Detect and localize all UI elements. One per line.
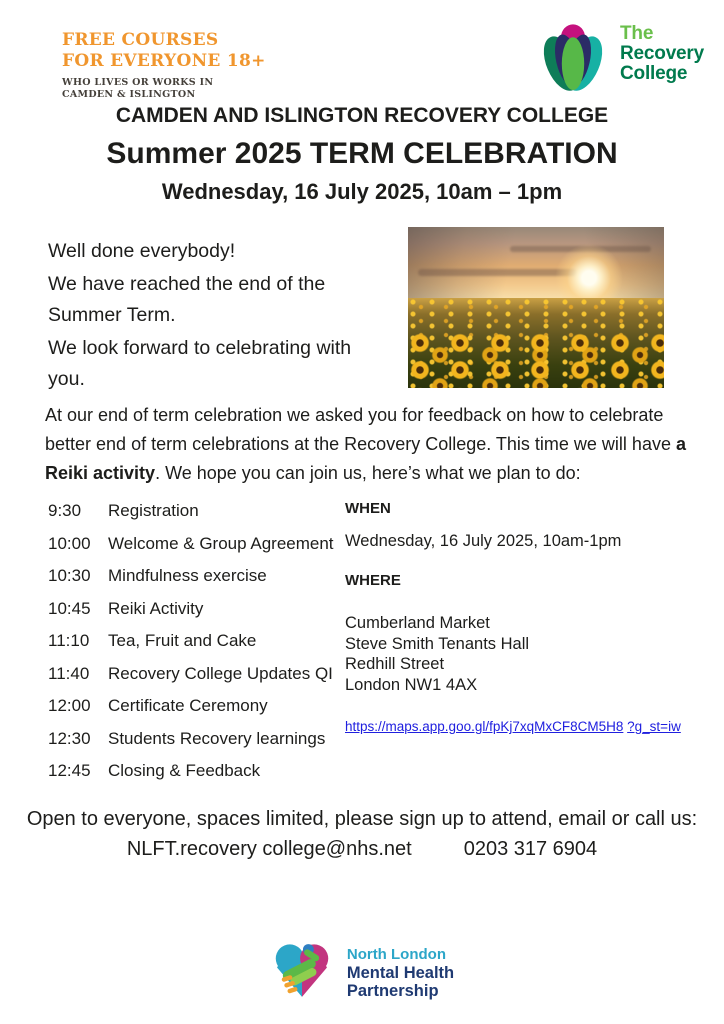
schedule-row <box>48 599 343 619</box>
photo-sunflower-field-near <box>408 333 664 388</box>
schedule-row <box>48 566 343 586</box>
intro-line-2: We have reached the end of the Summer Term. <box>48 273 326 326</box>
schedule-activity: Students Recovery learnings <box>108 728 326 748</box>
schedule-time: 12:00 <box>48 696 91 715</box>
address-line-4: London NW1 4AX <box>345 675 478 694</box>
photo-sky <box>408 227 664 301</box>
cta-text: Open to everyone, spaces limited, please sign up to attend, email or call us: <box>26 808 698 830</box>
event-title: Summer 2025 TERM CELEBRATION <box>106 137 618 170</box>
map-link-line <box>345 719 700 734</box>
schedule-activity: Certificate Ceremony <box>108 696 268 715</box>
schedule-time: 12:45 <box>48 761 91 780</box>
schedule-list <box>48 501 343 794</box>
sunflower-field-photo <box>408 227 664 388</box>
schedule-activity: Mindfulness exercise <box>108 566 267 585</box>
recovery-college-flower-icon <box>533 16 613 105</box>
partner-line-1: North London <box>346 945 446 963</box>
recovery-college-logo <box>533 16 704 105</box>
partner-line-2: Mental Health <box>346 963 455 982</box>
heart-handshake-icon <box>270 936 334 1009</box>
intro-text <box>48 236 393 397</box>
when-label: WHEN <box>345 500 391 517</box>
free-courses-logo <box>62 30 266 101</box>
recovery-logo-recovery: Recovery <box>620 43 704 64</box>
description-part2: . We hope you can join us, here’s what we plan to do: <box>155 463 581 483</box>
intro-line-1: Well done everybody! <box>48 240 236 262</box>
address-line-2: Steve Smith Tenants Hall <box>345 634 530 653</box>
recovery-logo-the: The <box>620 23 654 44</box>
schedule-row <box>48 761 343 781</box>
schedule-time: 10:00 <box>48 533 91 553</box>
free-courses-sub2: CAMDEN & ISLINGTON <box>62 89 196 100</box>
schedule-row <box>48 501 343 521</box>
schedule-time: 9:30 <box>48 501 82 520</box>
contact-email: NLFT.recovery college@nhs.net <box>126 838 412 860</box>
schedule-row <box>48 696 343 716</box>
where-label: WHERE <box>345 572 401 589</box>
free-courses-line2: FOR EVERYONE 18+ <box>62 51 266 71</box>
footer-cta-block <box>0 808 724 861</box>
schedule-activity: Tea, Fruit and Cake <box>108 631 257 650</box>
when-value: Wednesday, 16 July 2025, 10am-1pm <box>345 532 622 550</box>
schedule-activity: Closing & Feedback <box>108 761 261 780</box>
free-courses-sub1: WHO LIVES OR WORKS IN <box>62 77 214 88</box>
recovery-logo-college: College <box>620 63 688 84</box>
venue-address <box>345 613 700 695</box>
schedule-time: 11:10 <box>48 631 90 650</box>
partnership-logo <box>0 936 724 1009</box>
description-paragraph <box>45 401 713 488</box>
schedule-time: 10:45 <box>48 598 91 618</box>
partner-line-3: Partnership <box>346 981 439 1000</box>
address-line-3: Redhill Street <box>345 655 445 673</box>
schedule-time: 12:30 <box>48 728 91 748</box>
free-courses-line1: FREE COURSES <box>62 30 219 50</box>
contact-line <box>0 838 724 861</box>
schedule-row <box>48 631 343 651</box>
map-link-suffix[interactable]: ?g_st=iw <box>627 719 681 734</box>
schedule-row <box>48 664 343 684</box>
description-bold: a Reiki activity <box>45 434 686 483</box>
address-line-1: Cumberland Market <box>345 614 490 632</box>
schedule-activity: Welcome & Group Agreement <box>108 533 334 553</box>
description-part1: At our end of term celebration we asked you for feedback on how to celebrate better end of term celebrations at the Recovery College. This time we will have <box>45 405 676 454</box>
event-datetime: Wednesday, 16 July 2025, 10am – 1pm <box>161 179 563 204</box>
schedule-activity: Registration <box>108 501 199 520</box>
map-link[interactable]: https://maps.app.goo.gl/fpKj7xqMxCF8CM5H8 <box>345 719 624 734</box>
college-title: CAMDEN AND ISLINGTON RECOVERY COLLEGE <box>115 104 609 127</box>
schedule-activity: Reiki Activity <box>108 598 204 618</box>
title-block <box>0 104 724 205</box>
schedule-time: 11:40 <box>48 663 90 683</box>
schedule-row <box>48 534 343 554</box>
schedule-time: 10:30 <box>48 566 91 585</box>
intro-line-3: We look forward to celebrating with you. <box>48 337 352 390</box>
schedule-row <box>48 729 343 749</box>
schedule-activity: Recovery College Updates QI <box>108 663 333 683</box>
event-details <box>345 500 700 734</box>
contact-phone: 0203 317 6904 <box>463 838 598 860</box>
